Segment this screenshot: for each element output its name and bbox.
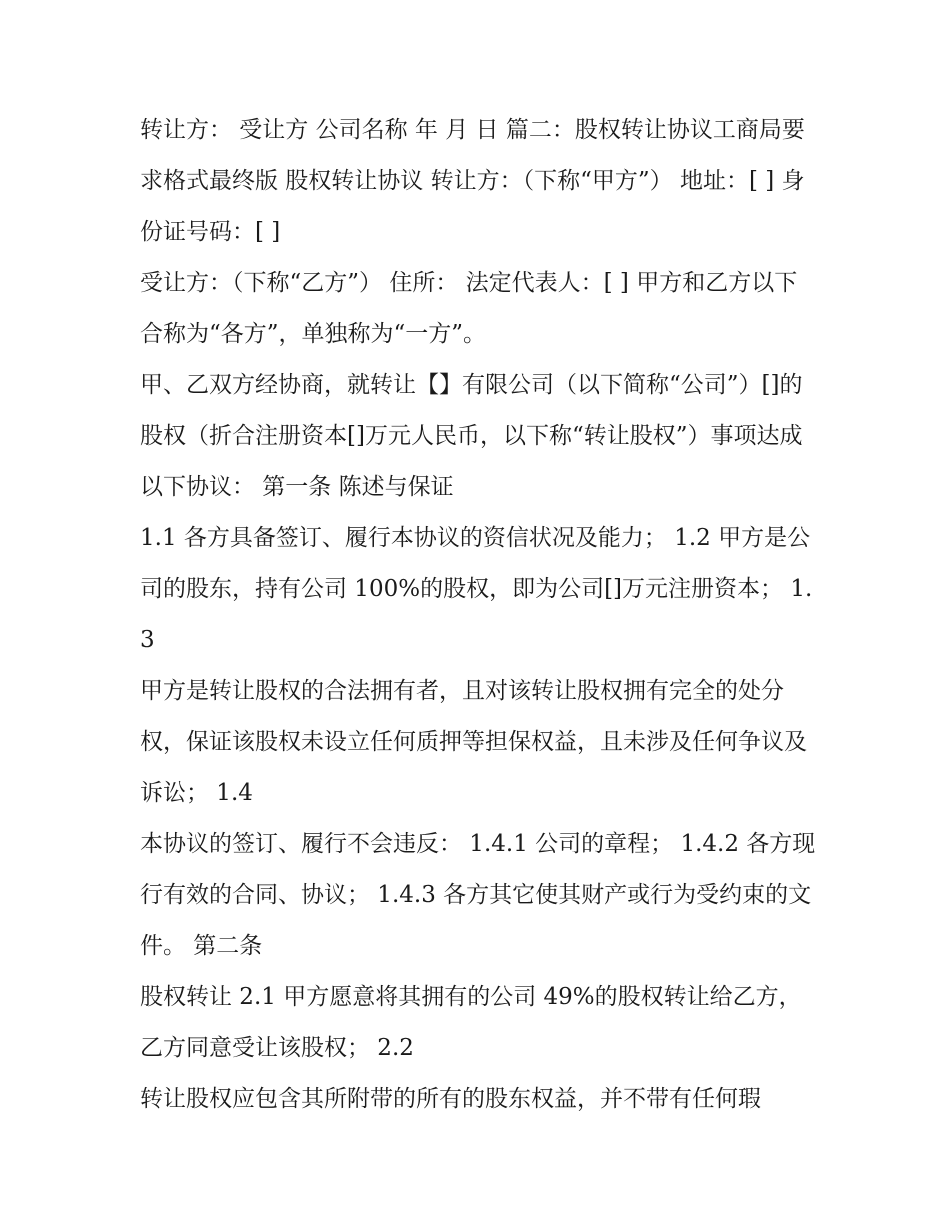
paragraph-clause-1-1: 1.1 各方具备签订、履行本协议的资信状况及能力； 1.2 甲方是公司的股东，持有公司 100%的股权，即为公司[]万元注册资本； 1.3 bbox=[140, 525, 813, 653]
paragraph-agreement-intro: 甲、乙双方经协商，就转让【】有限公司（以下简称“公司”）[]的股权（折合注册资本[]万元人民币，以下称“转让股权”）事项达成以下协议： 第一条 陈述与保证 bbox=[140, 372, 803, 500]
document-body bbox=[140, 105, 820, 1125]
paragraph-clause-2-2: 转让股权应包含其所附带的所有的股东权益，并不带有任何瑕 bbox=[140, 1086, 761, 1112]
paragraph-clause-2-1: 股权转让 2.1 甲方愿意将其拥有的公司 49%的股权转让给乙方，乙方同意受让该股权； 2.2 bbox=[140, 984, 802, 1061]
paragraph-parties-header: 转让方： 受让方 公司名称 年 月 日 篇二：股权转让协议工商局要求格式最终版 股权转让协议 转让方：（下称“甲方”） 地址：[ ] 身份证号码：[ ] bbox=[140, 117, 805, 245]
paragraph-clause-1-4: 本协议的签订、履行不会违反： 1.4.1 公司的章程； 1.4.2 各方现行有效的合同、协议； 1.4.3 各方其它使其财产或行为受约束的文件。 第二条 bbox=[140, 831, 816, 959]
paragraph-clause-1-3: 甲方是转让股权的合法拥有者，且对该转让股权拥有完全的处分权，保证该股权未设立任何质押等担保权益，且未涉及任何争议及诉讼； 1.4 bbox=[140, 678, 807, 806]
paragraph-transferee: 受让方：（下称“乙方”） 住所： 法定代表人：[ ] 甲方和乙方以下合称为“各方”，单独称为“一方”。 bbox=[140, 270, 798, 347]
